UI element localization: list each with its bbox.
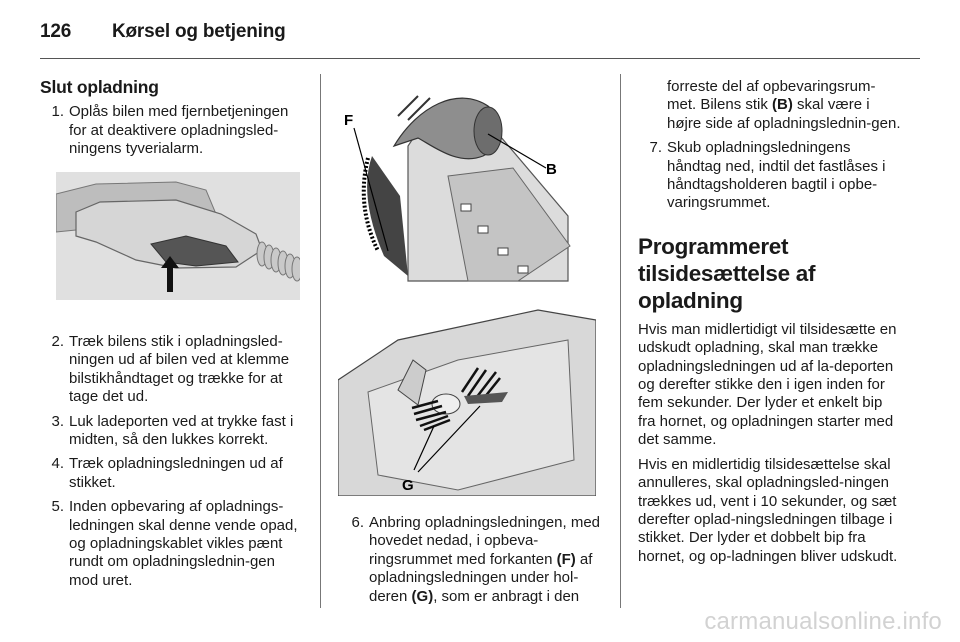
page-number: 126	[40, 21, 72, 42]
step-2	[40, 333, 302, 407]
column-1-steps	[40, 333, 302, 590]
step-number: 3.	[51, 412, 64, 430]
step-number: 4.	[51, 455, 64, 473]
step-text: forreste del af opbevaringsrum-met. Bilens stik (B) skal være i højre side af opladningslednin-gen.	[667, 78, 901, 132]
figure-label-f: F	[344, 112, 354, 129]
step-number: 2.	[51, 333, 64, 350]
step-text: Træk bilens stik i opladningsled-ningen ud af bilen ved at klemme bilstikhåndtaget og trække for at tage det ud.	[69, 333, 290, 406]
label-f-ref: (F)	[556, 550, 576, 568]
cord-holder-illustration	[338, 300, 596, 496]
step-number: 6.	[351, 514, 364, 531]
step-number: 1.	[51, 103, 64, 121]
section-title-slut-opladning: Slut opladning	[40, 77, 159, 97]
watermark: carmanualsonline.info	[704, 608, 942, 635]
column-1	[40, 78, 302, 159]
label-g-ref: (G)	[411, 587, 434, 605]
step-number: 5.	[51, 498, 64, 516]
step-1	[40, 103, 302, 158]
step-text: Anbring opladningsledningen, med hovedet nedad, i opbeva-ringsrummet med forkanten (F) af opladningsledningen under hol-deren (G), som er anbragt i den	[369, 514, 601, 605]
step-text: Luk ladeporten ved at trykke fast i midten, så den lukkes korrekt.	[69, 412, 294, 449]
label-b-ref: (B)	[772, 96, 793, 114]
step-text: Skub opladningsledningens håndtag ned, indtil det fastlåses i håndtagsholderen bagtil i opbe-varingsrummet.	[667, 139, 886, 212]
header-rule	[40, 58, 920, 59]
page-header	[40, 21, 286, 43]
step-text: Træk opladningsledningen ud af stikket.	[69, 455, 283, 491]
paragraph-cancel-override: Hvis en midlertidig tilsidesættelse skal annulleres, skal opladningsled-ningen trækkes ud, vent i 10 sekunder, og sæt derefter oplad-ningsledningen tilbage i stikket. Der lyder et dobbelt bip fra hornet, og op-ladningen bliver udskudt.	[638, 455, 898, 565]
column-divider-right	[620, 74, 621, 608]
column-divider-left	[320, 74, 321, 608]
paragraph-override: Hvis man midlertidigt vil tilsidesætte en udskudt opladning, skal man trække opladningsledningen ud af la-deporten og derefter stikke den i igen inden for fem sekunder. Der lyder et enkelt bip fra hornet, og opladningen starter med det samme.	[638, 320, 897, 449]
step-3	[40, 413, 302, 450]
charging-cord-storage-illustration	[338, 76, 598, 282]
step-text: Oplås bilen med fjernbetjeningen for at deaktivere opladningsled-ningens tyverialarm.	[69, 103, 289, 158]
step-5	[40, 498, 302, 590]
column-2-steps	[340, 514, 605, 606]
section-title-programmeret: Programmeret tilsidesættelse af opladning	[638, 233, 816, 313]
step-4	[40, 455, 302, 492]
step-6	[340, 514, 605, 606]
figure-label-b: B	[546, 161, 557, 178]
step-text: Inden opbevaring af opladnings-ledningen skal denne vende opad, og opladningskablet vikles pænt rundt om opladningslednin-gen mod uret.	[69, 498, 298, 589]
step-7	[638, 139, 902, 213]
column-3	[638, 78, 902, 566]
step-6-continued	[638, 78, 902, 133]
step-number: 7.	[649, 139, 662, 157]
figure-label-g: G	[402, 477, 414, 494]
charging-plug-illustration	[56, 172, 300, 300]
chapter-title: Kørsel og betjening	[112, 21, 286, 42]
